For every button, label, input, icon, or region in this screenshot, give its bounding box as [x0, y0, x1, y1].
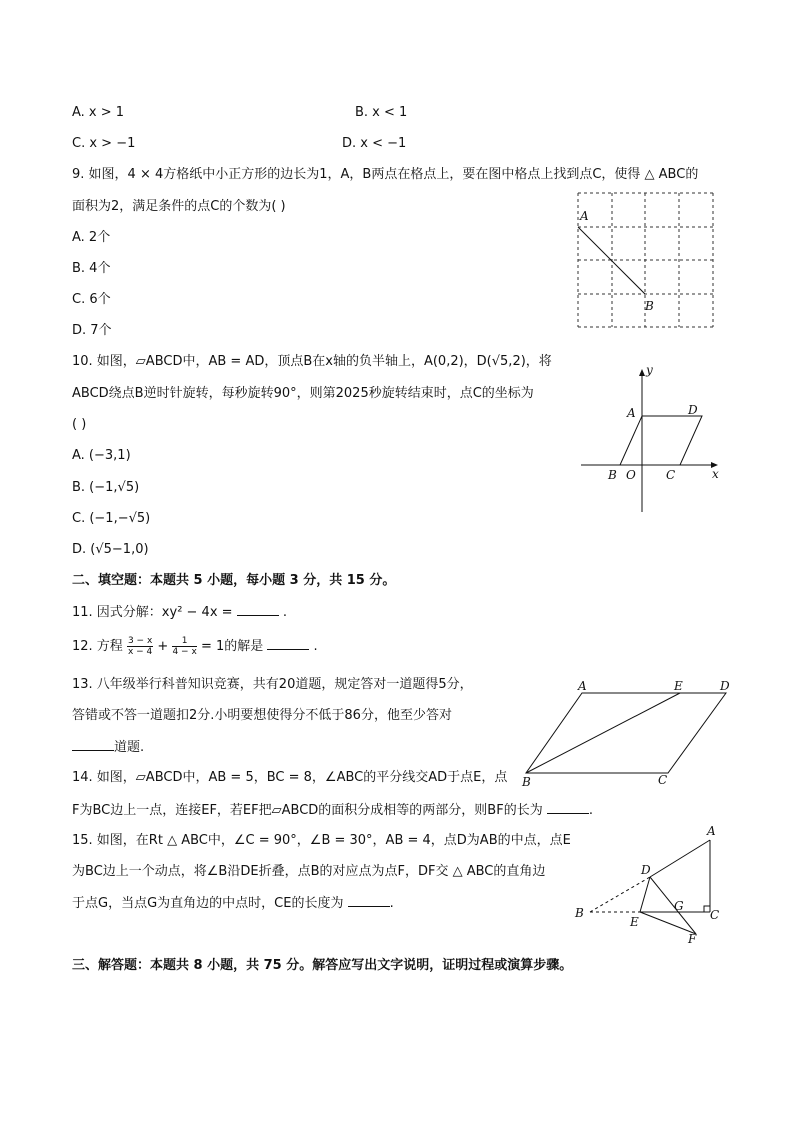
q15-label-d: D	[641, 863, 651, 877]
q11-answer-blank	[237, 603, 279, 616]
q15-label-f: F	[688, 932, 697, 946]
q14-line2	[72, 801, 593, 820]
q15-label-e: E	[630, 915, 639, 929]
q10-label-o: O	[626, 468, 636, 482]
q12-fraction-2-denominator: 4 − x	[172, 647, 197, 657]
q10-label-y: y	[646, 363, 653, 377]
q10-y-arrow	[639, 369, 645, 376]
q9-option-d: D. 7个	[72, 323, 112, 338]
q8-option-a: A. x > 1	[72, 105, 125, 120]
q9-stem-line2: 面积为2，满足条件的点C的个数为( )	[72, 199, 286, 214]
q8-option-b: B. x < 1	[355, 105, 408, 120]
q8-option-c: C. x > −1	[72, 136, 136, 151]
q14-end: .	[588, 803, 593, 818]
q15-label-c: C	[710, 908, 720, 922]
q15-stem-line3: 于点G，当点G为直角边的中点时，CE的长度为	[72, 896, 344, 911]
segment-de	[640, 877, 650, 912]
q15-stem-line1: 15. 如图，在Rt △ ABC中，∠C = 90°，∠B = 30°，AB = 4，点D为AB的中点，点E	[72, 833, 571, 848]
segment-be	[526, 693, 680, 773]
q9-label-b: B	[645, 299, 654, 313]
q13-answer-blank	[72, 738, 114, 751]
q10-option-d: D. (√5−1,0)	[72, 542, 149, 557]
section-3-heading: 三、解答题：本题共 8 小题，共 75 分。解答应写出文字说明，证明过程或演算步骤。	[72, 958, 573, 973]
q10-option-c: C. (−1,−√5)	[72, 511, 151, 526]
q10-label-d: D	[688, 403, 698, 417]
fig-label-c: C	[658, 773, 668, 787]
section-2-heading: 二、填空题：本题共 5 小题，每小题 3 分，共 15 分。	[72, 573, 396, 588]
q10-label-x: x	[712, 467, 719, 481]
q11-line	[72, 603, 287, 622]
q10-label-a: A	[627, 406, 636, 420]
q10-stem-line2: ABCD绕点B逆时针旋转，每秒旋转90°，则第2025秒旋转结束时，点C的坐标为	[72, 386, 534, 401]
q11-end: .	[282, 605, 287, 620]
q15-answer-blank	[348, 894, 390, 907]
q15-label-a: A	[707, 824, 716, 838]
q9-option-b: B. 4个	[72, 261, 111, 276]
q10-option-b: B. (−1,√5)	[72, 480, 140, 495]
q15-line3	[72, 894, 394, 913]
q14-answer-blank	[547, 801, 589, 814]
q13-stem-line1: 13. 八年级举行科普知识竞赛，共有20道题，规定答对一道题得5分，	[72, 677, 473, 692]
q9-label-a: A	[580, 209, 589, 223]
fig-label-e: E	[674, 679, 683, 693]
q12-fraction-2	[172, 636, 196, 657]
q9-option-a: A. 2个	[72, 230, 111, 245]
q12-end: .	[313, 639, 318, 654]
q11-stem: 11. 因式分解：xy² − 4x =	[72, 605, 233, 620]
q10-label-b: B	[608, 468, 617, 482]
segment-da	[650, 840, 710, 877]
q10-label-c: C	[666, 468, 676, 482]
q15-triangle-figure	[570, 822, 730, 947]
q9-option-c: C. 6个	[72, 292, 111, 307]
q12-answer-blank	[267, 637, 309, 650]
q15-end: .	[389, 896, 394, 911]
q14-stem-line1: 14. 如图，▱ABCD中，AB = 5，BC = 8，∠ABC的平分线交AD于点E，点	[72, 770, 508, 785]
q9-stem-line1: 9. 如图，4 × 4方格纸中小正方形的边长为1，A，B两点在格点上，要在图中格点上找到点C，使得 △ ABC的	[72, 167, 699, 182]
q12-fraction-2-numerator: 1	[172, 636, 196, 647]
q15-stem-line2: 为BC边上一个动点，将∠B沿DE折叠，点B的对应点为点F，DF交 △ ABC的直角边	[72, 864, 546, 879]
q9-grid-figure	[570, 188, 720, 333]
q12-stem: 12. 方程	[72, 639, 123, 654]
q10-option-a: A. (−3,1)	[72, 448, 131, 463]
q12-plus: +	[157, 639, 169, 654]
q12-line	[72, 634, 318, 660]
parallelogram-abcd	[526, 693, 726, 773]
q13-14-parallelogram-figure	[520, 678, 742, 788]
fig-label-b: B	[522, 775, 531, 788]
q13-stem-line3-wrap	[72, 738, 144, 757]
q10-parallelogram	[620, 416, 702, 465]
q15-label-g: G	[674, 899, 684, 913]
q10-stem-line3: ( )	[72, 417, 87, 432]
q12-fraction-1-denominator: x − 4	[127, 647, 153, 657]
fig-label-a: A	[578, 679, 587, 693]
q12-fraction-1-numerator: 3 − x	[127, 636, 153, 646]
q14-stem-line2: F为BC边上一点，连接EF，若EF把▱ABCD的面积分成相等的两部分，则BF的长为	[72, 803, 543, 818]
q12-stem-tail: = 1的解是	[200, 639, 264, 654]
q8-option-d: D. x < −1	[342, 136, 407, 151]
q13-stem-line3: 道题.	[114, 740, 145, 755]
q13-stem-line2: 答错或不答一道题扣2分.小明要想使得分不低于86分，他至少答对	[72, 708, 452, 723]
q10-coordinate-figure	[578, 362, 726, 514]
q12-fraction-1	[127, 636, 153, 657]
fig-label-d: D	[720, 679, 730, 693]
q10-stem-line1: 10. 如图，▱ABCD中，AB = AD，顶点B在x轴的负半轴上，A(0,2)，D(√5,2)，将	[72, 354, 552, 369]
q15-label-b: B	[575, 906, 584, 920]
